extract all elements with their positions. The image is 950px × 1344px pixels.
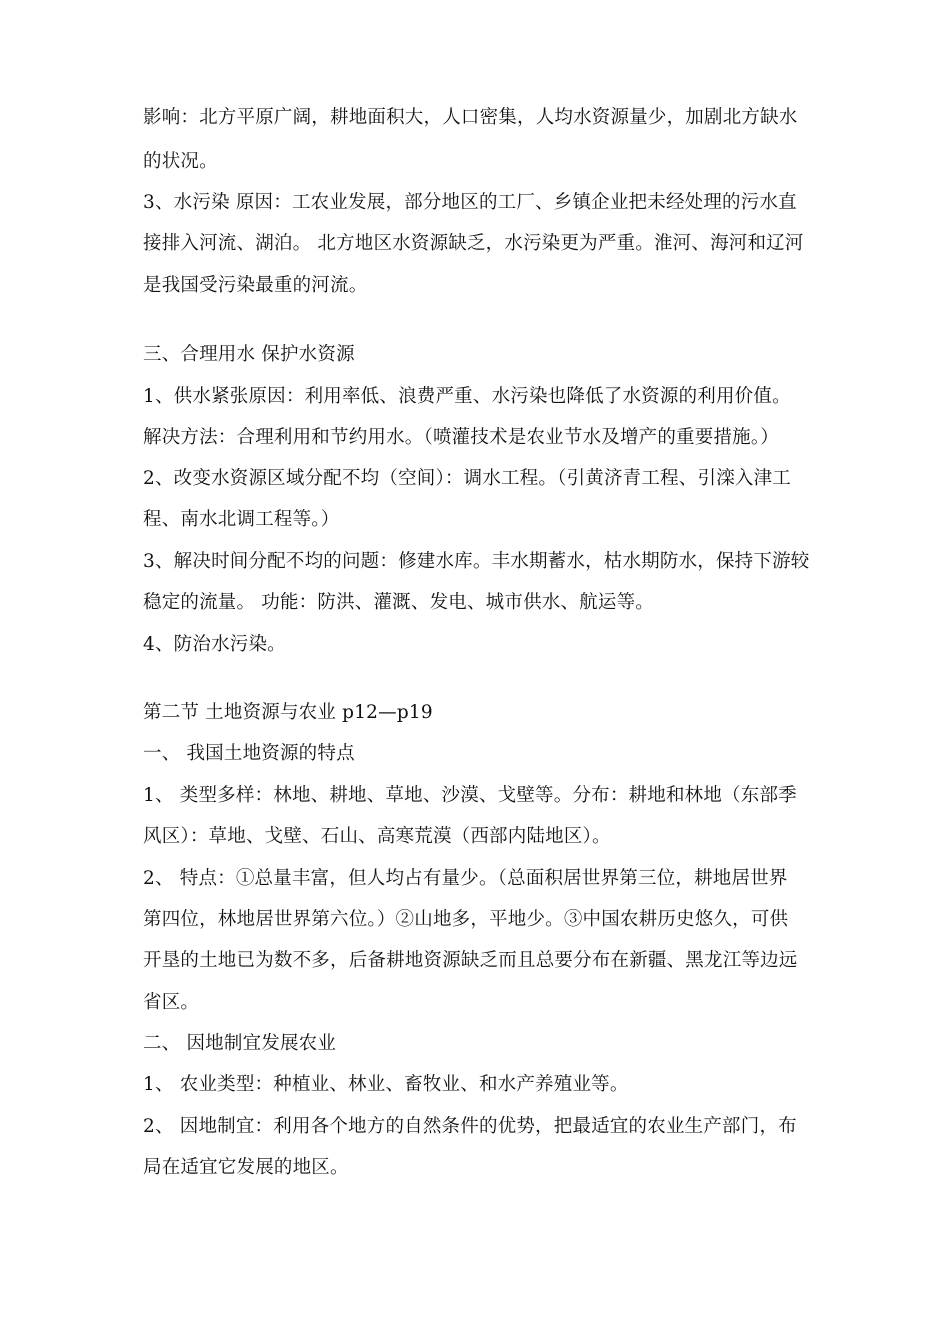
text-line: 解决方法：合理利用和节约用水。（喷灌技术是农业节水及增产的重要措施。） (143, 427, 780, 448)
text-line: 1、 农业类型：种植业、林业、畜牧业、和水产养殖业等。 (143, 1074, 629, 1095)
text-line: 1、 类型多样：林地、耕地、草地、沙漠、戈壁等。分布：耕地和林地（东部季 (143, 785, 797, 806)
text-line: 省区。 (143, 992, 200, 1013)
text-line: 3、解决时间分配不均的问题：修建水库。丰水期蓄水，枯水期防水，保持下游较 (143, 551, 810, 572)
section-heading: 三、合理用水 保护水资源 (143, 344, 355, 365)
text-line: 影响：北方平原广阔，耕地面积大，人口密集，人均水资源量少，加剧北方缺水 (143, 107, 798, 128)
text-line: 2、 特点：①总量丰富，但人均占有量少。（总面积居世界第三位，耕地居世界 (143, 868, 788, 889)
text-line: 2、 因地制宜：利用各个地方的自然条件的优势，把最适宜的农业生产部门，布 (143, 1116, 797, 1137)
text-line: 2、改变水资源区域分配不均（空间）：调水工程。（引黄济青工程、引滦入津工 (143, 468, 791, 489)
subsection-heading: 二、 因地制宜发展农业 (143, 1033, 337, 1054)
text-line: 3、水污染 原因：工农业发展，部分地区的工厂、乡镇企业把未经处理的污水直 (143, 192, 797, 213)
text-line: 第四位，林地居世界第六位。）②山地多，平地少。③中国农耕历史悠久，可供 (143, 909, 789, 930)
text-line: 程、南水北调工程等。） (143, 509, 340, 530)
text-line: 的状况。 (143, 151, 218, 172)
text-line: 1、供水紧张原因：利用率低、浪费严重、水污染也降低了水资源的利用价值。 (143, 386, 791, 407)
text-line: 局在适宜它发展的地区。 (143, 1157, 349, 1178)
subsection-heading: 一、 我国土地资源的特点 (143, 743, 355, 764)
text-line: 4、防治水污染。 (143, 634, 286, 655)
text-line: 接排入河流、湖泊。 北方地区水资源缺乏，水污染更为严重。淮河、海河和辽河 (143, 233, 804, 254)
text-line: 稳定的流量。 功能：防洪、灌溉、发电、城市供水、航运等。 (143, 592, 654, 613)
text-line: 风区）：草地、戈壁、石山、高寒荒漠（西部内陆地区）。 (143, 826, 611, 847)
text-line: 是我国受污染最重的河流。 (143, 275, 368, 296)
section-heading: 第二节 土地资源与农业 p12—p19 (143, 702, 433, 723)
text-line: 开垦的土地已为数不多，后备耕地资源缺乏而且总要分布在新疆、黑龙江等边远 (143, 950, 798, 971)
